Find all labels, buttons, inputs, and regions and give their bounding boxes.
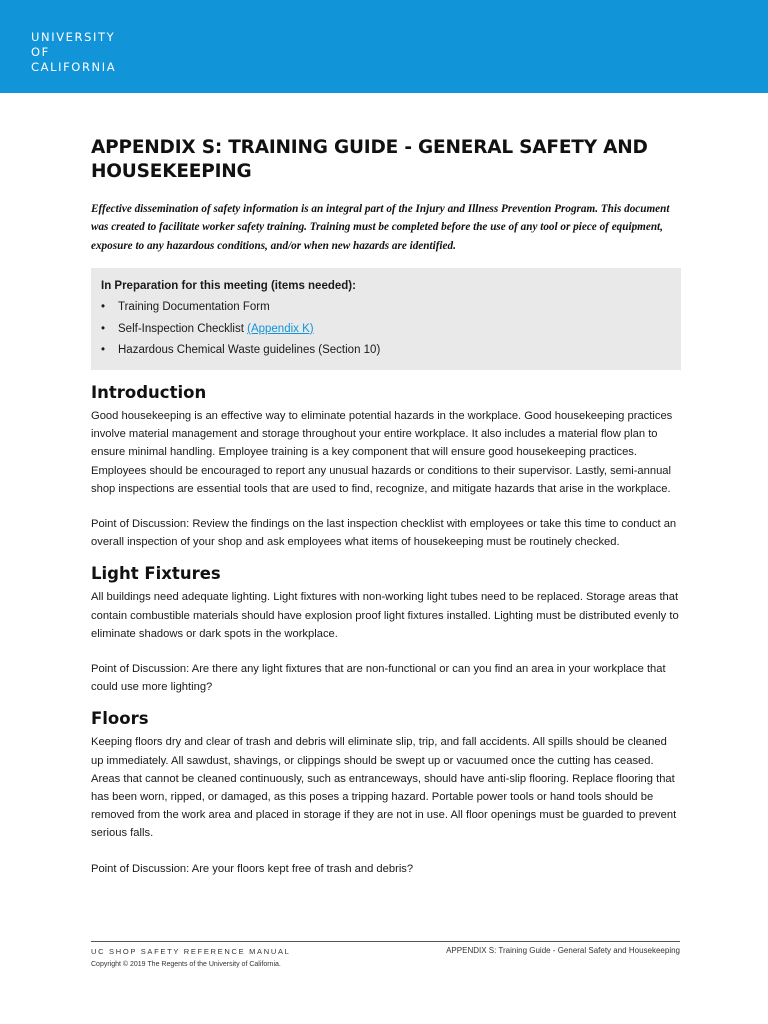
page-title: APPENDIX S: TRAINING GUIDE - GENERAL SAFETY AND HOUSEKEEPING [91,137,648,182]
preparation-box [91,268,681,370]
discussion-light-fixtures: Point of Discussion: Are there any light fixtures that are non-functional or can you find an area in your workplace that could use more lighting? [91,662,666,694]
logo-line-1: UNIVERSITY [31,30,116,44]
discussion-introduction: Point of Discussion: Review the findings on the last inspection checklist with employees or take this time to conduct an overall inspection of your shop and ask employees what items of housekeeping must be routinely checked. [91,517,677,549]
uc-logo [31,30,116,75]
list-item-text: Self-Inspection Checklist [118,322,248,335]
logo-line-3: CALIFORNIA [31,60,117,74]
document-body [91,136,681,878]
preparation-title: In Preparation for this meeting (items needed): [101,279,356,292]
bullet-icon: • [101,322,106,335]
list-item [101,297,671,319]
list-item [101,340,671,362]
header-banner [0,0,768,93]
section-body-light-fixtures: All buildings need adequate lighting. Light fixtures with non-working light tubes need to be replaced. Storage areas that contain combustible materials should have explosion proof light fixtures installed. Lighting must be distributed evenly to eliminate shadows or dark spots in the workplace. [91,591,679,640]
list-item-text: Training Documentation Form [118,301,270,314]
list-item-text: Hazardous Chemical Waste guidelines (Section 10) [118,344,381,357]
footer-copyright: Copyright © 2019 The Regents of the University of California. [91,961,281,968]
preparation-list [101,297,671,362]
section-heading-floors: Floors [91,709,149,729]
section-heading-light-fixtures: Light Fixtures [91,564,221,584]
section-body-introduction: Good housekeeping is an effective way to eliminate potential hazards in the workplace. Good housekeeping practices involve material management and storage throughout your entire workplace. It also includes a material flow plan to ensure minimal handling. Employee training is a key component that will ensure good housekeeping practices. Employees should be encouraged to report any unusual hazards or conditions to their supervisor. Lastly, semi-annual shop inspections are essential tools that are used to find, recognize, and mitigate hazards that arise in the workplace. [91,409,673,495]
bullet-icon: • [101,301,106,314]
footer-manual-title: UC SHOP SAFETY REFERENCE MANUAL [91,947,291,956]
footer-divider [91,941,680,942]
section-body-floors: Keeping floors dry and clear of trash and debris will eliminate slip, trip, and fall accidents. All spills should be cleaned up immediately. All sawdust, shavings, or clippings should be swept up or vacuumed once the cutting has ceased. Areas that cannot be cleaned continuously, such as entranceways, should have anti-slip flooring. Replace flooring that has been worn, ripped, or damaged, as this poses a tripping hazard. Portable power tools or hand tools should be removed from the work area and placed in storage if they are not in use. All floor openings must be guarded to prevent serious falls. [91,736,677,840]
section-heading-introduction: Introduction [91,382,207,402]
intro-paragraph: Effective dissemination of safety information is an integral part of the Injury and Illness Prevention Program. This document was created to facilitate worker safety training. Training must be completed before the use of any tool or piece of equipment, exposure to any hazardous conditions, and/or when new hazards are identified. [91,203,670,252]
footer-appendix-title: APPENDIX S: Training Guide - General Safety and Housekeeping [446,946,680,955]
discussion-floors: Point of Discussion: Are your floors kept free of trash and debris? [91,862,414,875]
list-item [101,319,671,341]
bullet-icon: • [101,344,106,357]
logo-line-2: OF [31,45,50,59]
appendix-k-link[interactable]: (Appendix K) [247,322,314,335]
